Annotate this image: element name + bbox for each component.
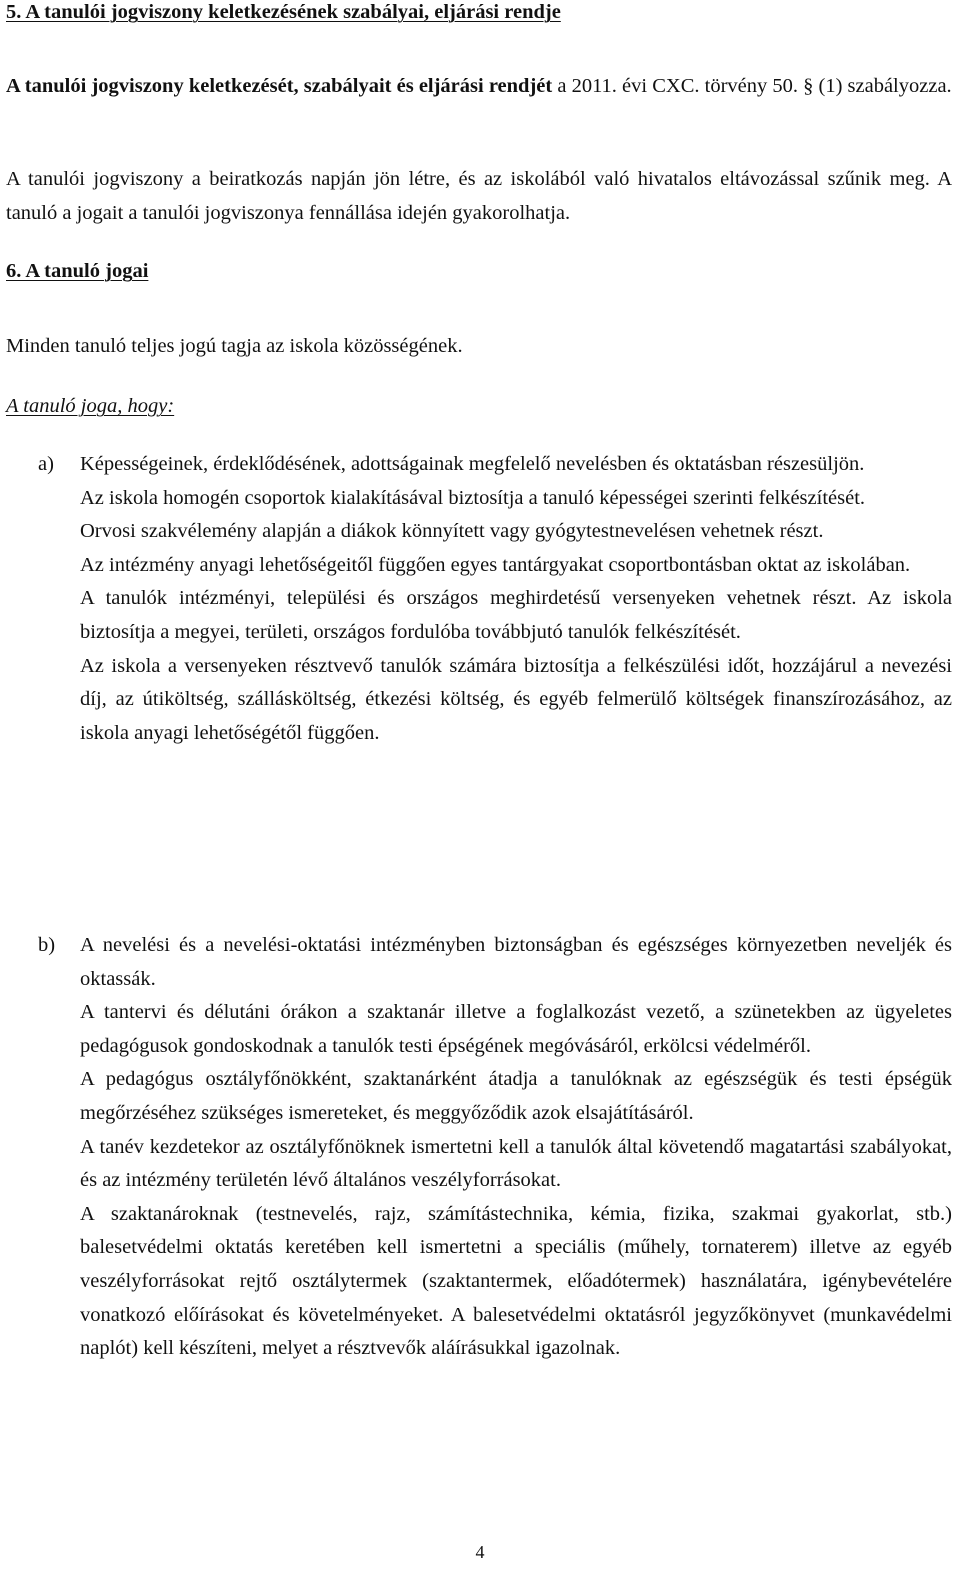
list-a-paragraph-5: A tanulók intézményi, települési és országos meghirdetésű versenyeken vehetnek részt. Az iskola biztosítja a megyei, területi, országos fordulóba továbbjutó tanulók felkészítését.: [80, 587, 952, 643]
list-b-paragraph-1: A nevelési és a nevelési-oktatási intézményben biztonságban és egészséges környezetben neveljék és oktassák.: [80, 934, 952, 990]
list-a-paragraph-4: Az intézmény anyagi lehetőségeitől függően egyes tantárgyakat csoportbontásban oktat az iskolában.: [80, 553, 911, 576]
list-a-paragraph-6: Az iskola a versenyeken résztvevő tanulók számára biztosítja a felkészülési időt, hozzájárul a nevezési díj, az útiköltség, szállásköltség, étkezési költség, és egyéb felmerülő költségek finanszírozásához, az iskola anyagi lehetőségétől függően.: [80, 654, 952, 744]
list-b-paragraph-4: A tanév kezdetekor az osztályfőnöknek ismertetni kell a tanulók által követendő magatartási szabályokat, és az intézmény területén lévő általános veszélyforrásokat.: [80, 1135, 952, 1192]
section-6-title: 6. A tanuló jogai: [6, 260, 149, 282]
section-6-intro: Minden tanuló teljes jogú tagja az iskola közösségének.: [6, 335, 463, 357]
list-item-b: [38, 929, 952, 1469]
list-b-paragraph-3: A pedagógus osztályfőnökként, szaktanárként átadja a tanulóknak az egészségük és testi épségük megőrzéséhez szükséges ismereteket, és meggyőződik azok elsajátításáról.: [80, 1068, 952, 1124]
section-6-subtitle: A tanuló joga, hogy:: [6, 395, 175, 417]
list-item-a: [38, 448, 952, 923]
section-5-paragraph: A tanulói jogviszony a beiratkozás napján jön létre, és az iskolából való hivatalos eltávozással szűnik meg. A tanuló a jogait a tanulói jogviszonya fennállása idején gyakorolhatja.: [6, 168, 952, 224]
list-b-paragraph-2: A tantervi és délutáni órákon a szaktanár illetve a foglalkozást vezető, a szünetekben az ügyeletes pedagógusok gondoskodnak a tanulók testi épségének megóvásáról, erkölcsi védelméről.: [80, 1001, 952, 1057]
list-a-paragraph-3: Orvosi szakvélemény alapján a diákok könnyített vagy gyógytestnevelésen vehetnek részt.: [80, 520, 824, 543]
list-letter-a: a): [38, 453, 54, 475]
list-letter-b: b): [38, 934, 56, 956]
list-body-b: [80, 929, 952, 1366]
list-b-paragraph-5: A szaktanároknak (testnevelés, rajz, számítástechnika, kémia, fizika, szakmai gyakorlat, stb.) balesetvédelmi oktatás keretében kell ismertetni a speciális (műhely, tornaterem) illetve az egyéb veszélyforrásokat rejtő osztálytermek (szaktantermek, előadótermek) használatára, igénybevételére vonatkozó előírásokat és követelményeket. A balesetvédelmi oktatásról jegyzőkönyvet (munkavédelmi naplót) kell készíteni, melyet a résztvevők aláírásukkal igazolnak.: [80, 1202, 952, 1360]
section-5-intro: [6, 70, 952, 104]
list-a-paragraph-1: Képességeinek, érdeklődésének, adottságainak megfelelő nevelésben és oktatásban részesüljön.: [80, 453, 865, 475]
section-5-title: 5. A tanulói jogviszony keletkezésének szabályai, eljárási rendje: [6, 1, 561, 23]
page-number: 4: [475, 1542, 485, 1562]
section-5-intro-rest: a 2011. évi CXC. törvény 50. § (1) szabályozza.: [552, 75, 952, 97]
section-5-intro-bold: A tanulói jogviszony keletkezését, szabályait és eljárási rendjét: [6, 75, 553, 97]
list-body-a: [80, 448, 952, 750]
list-a-paragraph-2: Az iskola homogén csoportok kialakításával biztosítja a tanuló képességei szerinti felkészítését.: [80, 486, 866, 509]
